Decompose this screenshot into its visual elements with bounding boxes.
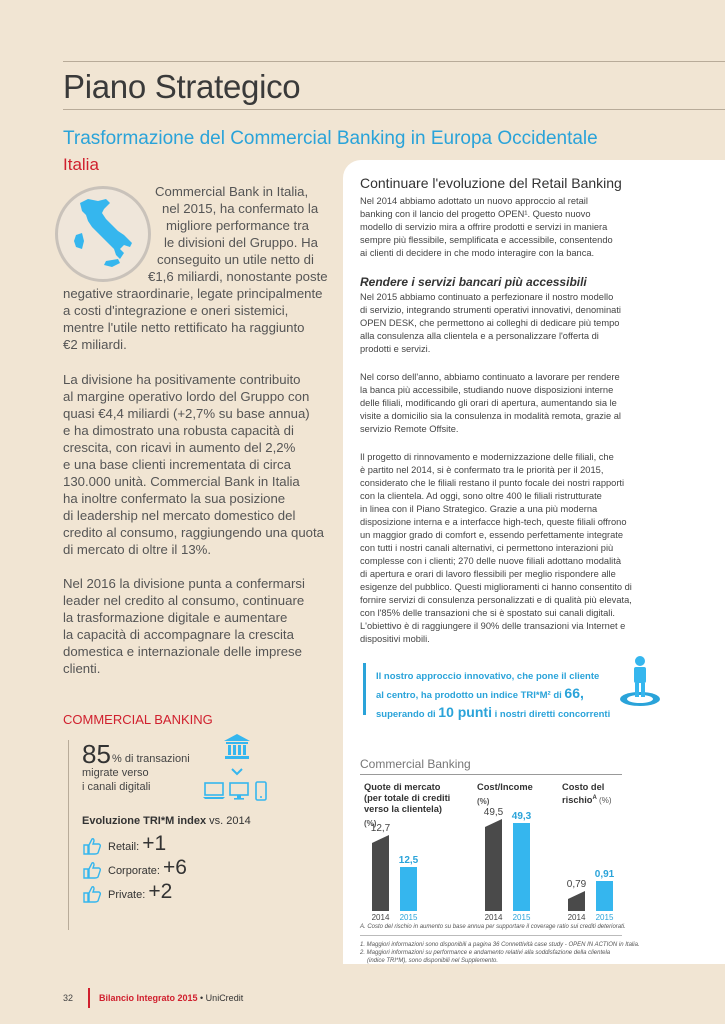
col-header-text: rischio [562,795,593,806]
accessibility-paragraph [360,371,660,436]
chevron-down-icon [230,764,244,782]
access-paragraph [360,291,660,356]
infobox-divider [68,740,69,930]
bar-value-label: 0,79 [566,879,587,890]
top-rule [63,61,725,62]
year-label: 2014 [484,913,503,922]
notes-rule [360,935,622,936]
bar-value-label: 0,91 [594,869,615,880]
bar-value-label: 49,5 [483,807,504,818]
text-line: è partito nel 2014, si è confermato tra le priorità per il 2015, [360,465,604,475]
pct-line: % di transazioni [112,753,190,765]
footnotes [360,941,670,965]
lead-line: negative straordinarie, legate principalmente [63,286,323,301]
score-value: +2 [148,880,173,903]
bank-icon [222,732,252,767]
commercial-banking-heading: COMMERCIAL BANKING [63,712,213,727]
thumbs-up-icon [82,836,102,861]
text-line: ha inoltre confermato la sua posizione [63,491,286,506]
text-line: leader nel credito al consumo, continuare [63,593,305,608]
text-line: con l'85% delle transazioni che si è spostato sui canali digitali. [360,608,616,618]
big-number: 85 [82,739,111,769]
text-line: ai clienti di decidere in che modo interagire con la banca. [360,248,595,258]
col-unit: (%) [477,797,490,806]
desktop-icon [228,781,250,806]
text-line: Nel 2015 abbiamo continuato a perfezionare il nostro modello [360,292,614,302]
quote-text: i nostri diretti concorrenti [491,709,611,720]
bar-2015 [596,881,613,911]
bar-2015 [513,823,530,911]
lead-line: a costi d'integrazione e oneri sistemici, [63,303,289,318]
text-line: clienti. [63,661,101,676]
year-label: 2015 [399,913,418,922]
bar-2014 [568,891,585,911]
text-line: e ha dimostrato una robusta capacità di [63,423,294,438]
col-header-line: Quote di mercato [364,782,441,792]
retail-paragraph [360,195,660,260]
text-line: la trasformazione digitale e aumentare [63,610,288,625]
access-subheading: Rendere i servizi bancari più accessibili [360,275,587,289]
text-line: dispositivi mobili. [360,634,430,644]
text-line: OPEN DESK, che permettono ai colleghi di dedicare più tempo [360,318,620,328]
score-retail [108,832,166,856]
text-line: quasi €4,4 miliardi (+2,7% su base annua) [63,406,310,421]
col-header-line: Cost/Income [477,782,533,792]
text-line: in linea con il Piano Strategico. Grazie a una più moderna [360,504,598,514]
lead-line: le divisioni del Gruppo. Ha [164,235,318,250]
thumbs-up-icon [82,860,102,885]
score-label: Private: [108,889,149,901]
text-line: domestica e internazionale delle imprese [63,644,302,659]
score-value: +1 [142,832,167,855]
text-line: banking con il lancio del progetto OPEN¹. Questo nuovo [360,209,591,219]
col-header-sup: A [592,795,597,801]
text-line: considerato che le filiali restano il punto focale dei nostri rapporti [360,478,625,488]
text-line: fornire servizi di consulenza personalizzati e di qualità più elevata, [360,595,632,605]
page-number: 32 [63,993,74,1003]
evo-rest: vs. 2014 [206,815,251,827]
text-line: sempre più flessibile, semplificata e accessibile, consentendo [360,235,613,245]
text-line: delle filiali, modificando gli orari di apertura, aumentando sia le [360,398,617,408]
smartphone-icon [254,781,268,806]
text-line: prodotti e servizi. [360,344,431,354]
col-header-line: verso la clientela) [364,804,443,814]
col-header-line: Costo del [562,782,605,792]
bar-value-label: 12,7 [370,823,391,834]
bar-value-label: 49,3 [511,811,532,822]
text-line: la capacità di accompagnare la crescita [63,627,294,642]
text-line: Il progetto di rinnovamento e modernizzazione delle filiali, che [360,452,614,462]
text-line: al margine operativo lordo del Gruppo con [63,389,310,404]
lead-line: conseguito un utile netto di [157,252,314,267]
score-label: Corporate: [108,865,164,877]
laptop-icon [202,781,226,806]
text-line: crescita, con ricavi in aumento del 2,2% [63,440,296,455]
bar-2014 [372,835,389,911]
footnote-line: 1. Maggiori informazioni sono disponibili a pagina 36 Connettività case study - OPEN IN ACTION in Italia. [360,942,640,948]
lead-line: nel 2015, ha confermato la [162,201,319,216]
title-rule [63,109,725,110]
lead-line: €1,6 miliardi, nonostante poste [148,269,328,284]
text-line: di leadership nel mercato domestico del [63,508,296,523]
text-line: Nel corso dell'anno, abbiamo continuato a lavorare per rendere [360,372,620,382]
customer-center-icon [618,655,662,714]
thumbs-up-icon [82,884,102,909]
country-heading: Italia [63,155,99,174]
trim-quote [376,668,621,723]
branches-paragraph [360,451,660,646]
bar-2015 [400,867,417,911]
paragraph-outlook [63,575,333,677]
footer-doc: Bilancio Integrato 2015 [99,993,198,1003]
text-line: complesse con i clienti; 270 delle nuove filiali adottano modalità [360,556,621,566]
quote-accent-bar [363,663,366,715]
text-line: 130.000 unità. Commercial Bank in Italia [63,474,300,489]
text-line: di apertura e orari di lavoro flessibili per meglio rispondere alle [360,569,616,579]
score-corporate [108,856,187,880]
year-label: 2015 [512,913,531,922]
text-line: Nel 2014 abbiamo adottato un nuovo approccio al retail [360,196,588,206]
text-line: alla consulenza alla clientela e a personalizzare l'offerta di [360,331,599,341]
page-title: Piano Strategico [63,68,301,105]
pct-line: i canali digitali [82,781,151,793]
text-line: visite a domicilio sia la consulenza in modalità remota, grazie al [360,411,621,421]
footnote-line: 2. Maggiori informazioni su performance e andamento relativi alla soddisfazione della clientela [360,950,611,956]
year-label: 2015 [595,913,614,922]
score-label: Retail: [108,841,143,853]
section-title: Trasformazione del Commercial Banking in Europa Occidentale [63,128,598,149]
text-line: e una base clienti incrementata di circa [63,457,291,472]
italy-map-icon [55,186,151,282]
pct-line: migrate verso [82,767,149,779]
score-private [108,880,172,904]
col-header-line: (per totale di crediti [364,793,451,803]
quote-line: Il nostro approccio innovativo, che pone il cliente [376,671,600,682]
trim-evolution-label [82,815,251,827]
lead-line: Commercial Bank in Italia, [155,184,309,199]
bar-value-label: 12,5 [398,855,419,866]
quote-line [376,685,621,704]
text-line: modello di servizio mira a offrire prodotti e servizi in maniera [360,222,608,232]
quote-text: al centro, ha prodotto un indice TRI*M² di [376,690,565,701]
year-label: 2014 [371,913,390,922]
footnote-line: (indice TRI*M), sono disponibili nel Supplemento. [367,958,499,964]
text-line: credito al consumo, raggiungendo una quota [63,525,325,540]
retail-heading: Continuare l'evoluzione del Retail Banking [360,175,622,191]
chart-footnote: A. Costo del rischio in aumento su base annua per supportare il coverage ratio sui crediti deteriorati. [360,924,626,930]
text-line: La divisione ha positivamente contribuito [63,372,301,387]
text-line: con tutti i nostri canali alternativi, ci permettono interazioni più [360,543,614,553]
chart-title: Commercial Banking [360,757,471,771]
footer-accent-bar [88,988,90,1008]
chart-title-rule [360,774,622,775]
text-line: servizio Remote Offsite. [360,424,459,434]
quote-highlight: 10 punti [438,704,492,720]
text-line: di mercato di oltre il 13%. [63,542,212,557]
col-unit: (%) [364,819,377,828]
quote-highlight: 66, [564,685,584,701]
col-unit: (%) [596,796,612,806]
text-line: la banca più accessibile, studiando nuove disposizioni interne [360,385,614,395]
commercial-banking-chart [360,800,622,925]
footer-brand: • UniCredit [197,993,244,1003]
text-line: Nel 2016 la divisione punta a confermarsi [63,576,305,591]
text-line: disposizione interna e a interfacce high-tech, queste filiali offrono [360,517,627,527]
lead-line: mentre l'utile netto rettificato ha raggiunto [63,320,305,335]
evo-bold: Evoluzione TRI*M index [82,815,207,827]
text-line: di servizio, integrando strumenti operativi innovativi, denominati [360,305,621,315]
text-line: L'obiettivo è di raggiungere il 90% delle transazioni via Internet e [360,621,626,631]
quote-line [376,704,621,723]
score-value: +6 [163,856,187,879]
quote-text: superando di [376,709,439,720]
footer-doc-title [99,993,243,1003]
lead-line: €2 miliardi. [63,337,127,352]
lead-line: migliore performance tra [166,218,309,233]
year-label: 2014 [567,913,586,922]
paragraph-performance [63,371,333,558]
text-line: esigenze del pubblico. Questi miglioramenti ci hanno consentito di [360,582,632,592]
bar-2014 [485,819,502,911]
text-line: un maggior grado di comfort e, essendo perfettamente integrate [360,530,624,540]
text-line: con la clientela. Ad oggi, sono oltre 400 le filiali ristrutturate [360,491,602,501]
